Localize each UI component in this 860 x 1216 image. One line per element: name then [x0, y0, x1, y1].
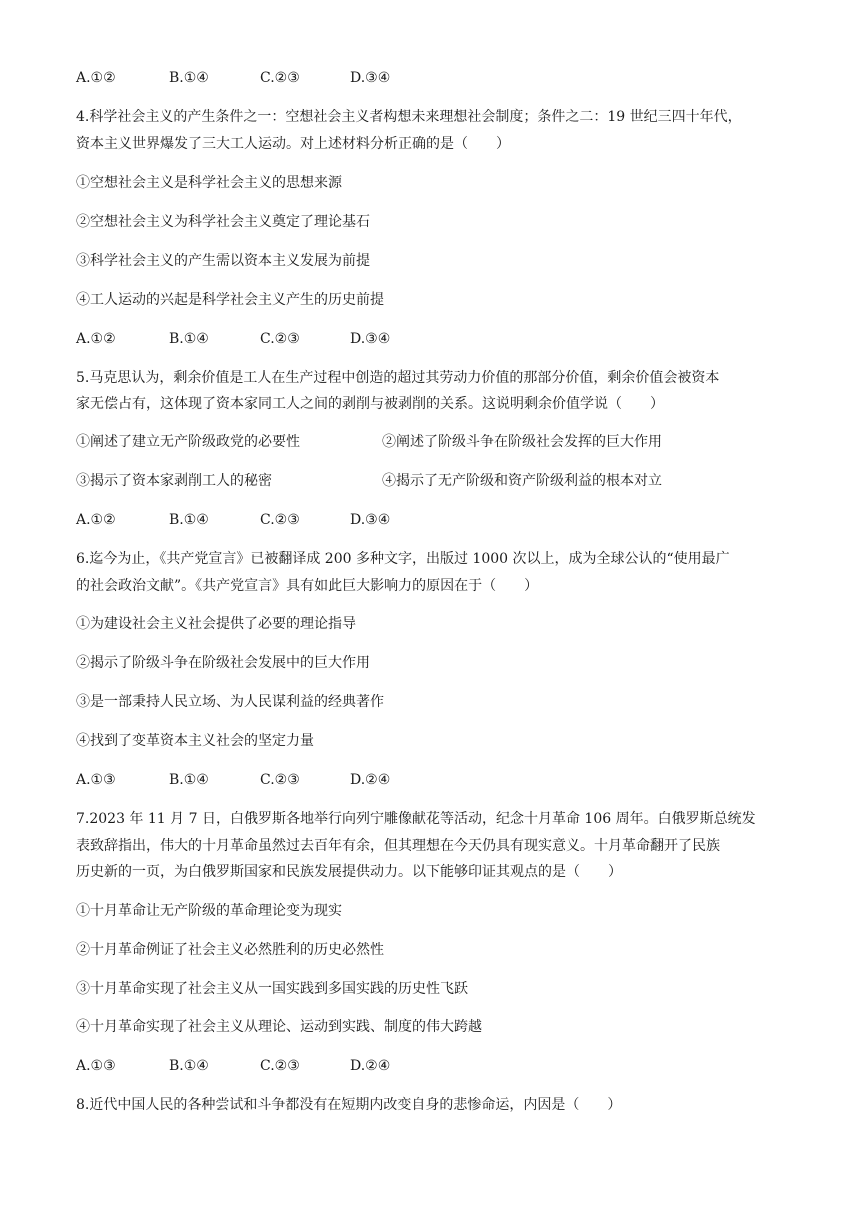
q7-option-d: D.②④ [350, 1058, 391, 1074]
q5-statement-1: ①阐述了建立无产阶级政党的必要性 [76, 434, 300, 450]
q3-options [76, 68, 576, 88]
q6-option-a: A.①③ [76, 772, 116, 788]
q3-option-d: D.③④ [350, 70, 391, 86]
q7-stem-line3: 历史新的一页，为白俄罗斯国家和民族发展提供动力。以下能够印证其观点的是（ ） [76, 864, 622, 880]
q4-option-a: A.①② [76, 331, 116, 347]
q4-statement-3: ③科学社会主义的产生需以资本主义发展为前提 [76, 253, 370, 269]
q6-option-d: D.②④ [350, 772, 391, 788]
q3-option-b: B.①④ [169, 70, 209, 86]
q6-option-b: B.①④ [169, 772, 209, 788]
q4-option-b: B.①④ [169, 331, 209, 347]
q5-stem-line1: 5.马克思认为，剩余价值是工人在生产过程中创造的超过其劳动力价值的那部分价值，剩余价值会被资本 [76, 370, 720, 386]
q6-option-c: C.②③ [260, 772, 300, 788]
q5-options [76, 510, 576, 530]
q4-stem-line2: 资本主义世界爆发了三大工人运动。对上述材料分析正确的是（ ） [76, 136, 510, 152]
q4-statement-1: ①空想社会主义是科学社会主义的思想来源 [76, 175, 342, 191]
q7-statement-3: ③十月革命实现了社会主义从一国实践到多国实践的历史性飞跃 [76, 981, 468, 997]
q7-statement-2: ②十月革命例证了社会主义必然胜利的历史必然性 [76, 942, 384, 958]
q7-options [76, 1056, 576, 1076]
q3-option-a: A.①② [76, 70, 116, 86]
q5-stem-line2: 家无偿占有，这体现了资本家同工人之间的剥削与被剥削的关系。这说明剩余价值学说（ ） [76, 396, 664, 412]
q6-statement-2: ②揭示了阶级斗争在阶级社会发展中的巨大作用 [76, 655, 370, 671]
q5-option-b: B.①④ [169, 512, 209, 528]
q6-stem-line1: 6.迄今为止，《共产党宣言》已被翻译成 200 多种文字，出版过 1000 次以上，成为全球公认的“使用最广 [76, 551, 730, 567]
q5-option-c: C.②③ [260, 512, 300, 528]
q6-statement-1: ①为建设社会主义社会提供了必要的理论指导 [76, 616, 356, 632]
q5-statement-2: ②阐述了阶级斗争在阶级社会发挥的巨大作用 [382, 434, 662, 450]
q4-options [76, 329, 576, 349]
q5-statement-3: ③揭示了资本家剥削工人的秘密 [76, 473, 272, 489]
q7-stem-line2: 表致辞指出，伟大的十月革命虽然过去百年有余，但其理想在今天仍具有现实意义。十月革命翻开了民族 [76, 838, 720, 854]
q5-option-d: D.③④ [350, 512, 391, 528]
q6-statement-3: ③是一部秉持人民立场、为人民谋利益的经典著作 [76, 694, 384, 710]
q7-statement-4: ④十月革命实现了社会主义从理论、运动到实践、制度的伟大跨越 [76, 1019, 482, 1035]
q6-stem-line2: 的社会政治文献”。《共产党宣言》具有如此巨大影响力的原因在于（ ） [76, 578, 539, 594]
q3-option-c: C.②③ [260, 70, 300, 86]
q7-option-a: A.①③ [76, 1058, 116, 1074]
q5-option-a: A.①② [76, 512, 116, 528]
q7-option-b: B.①④ [169, 1058, 209, 1074]
q4-statement-2: ②空想社会主义为科学社会主义奠定了理论基石 [76, 214, 370, 230]
q6-options [76, 770, 576, 790]
q7-statement-1: ①十月革命让无产阶级的革命理论变为现实 [76, 903, 342, 919]
q7-stem-line1: 7.2023 年 11 月 7 日，白俄罗斯各地举行向列宁雕像献花等活动，纪念十月革命 106 周年。白俄罗斯总统发 [76, 811, 756, 827]
q6-statement-4: ④找到了变革资本主义社会的坚定力量 [76, 733, 314, 749]
q5-statement-4: ④揭示了无产阶级和资产阶级利益的根本对立 [382, 473, 662, 489]
q4-stem-line1: 4.科学社会主义的产生条件之一：空想社会主义者构想未来理想社会制度；条件之二：19 世纪三四十年代， [76, 109, 742, 125]
q4-option-d: D.③④ [350, 331, 391, 347]
q7-option-c: C.②③ [260, 1058, 300, 1074]
q4-option-c: C.②③ [260, 331, 300, 347]
q4-statement-4: ④工人运动的兴起是科学社会主义产生的历史前提 [76, 292, 384, 308]
q8-stem-line1: 8.近代中国人民的各种尝试和斗争都没有在短期内改变自身的悲惨命运，内因是（ ） [76, 1097, 622, 1113]
